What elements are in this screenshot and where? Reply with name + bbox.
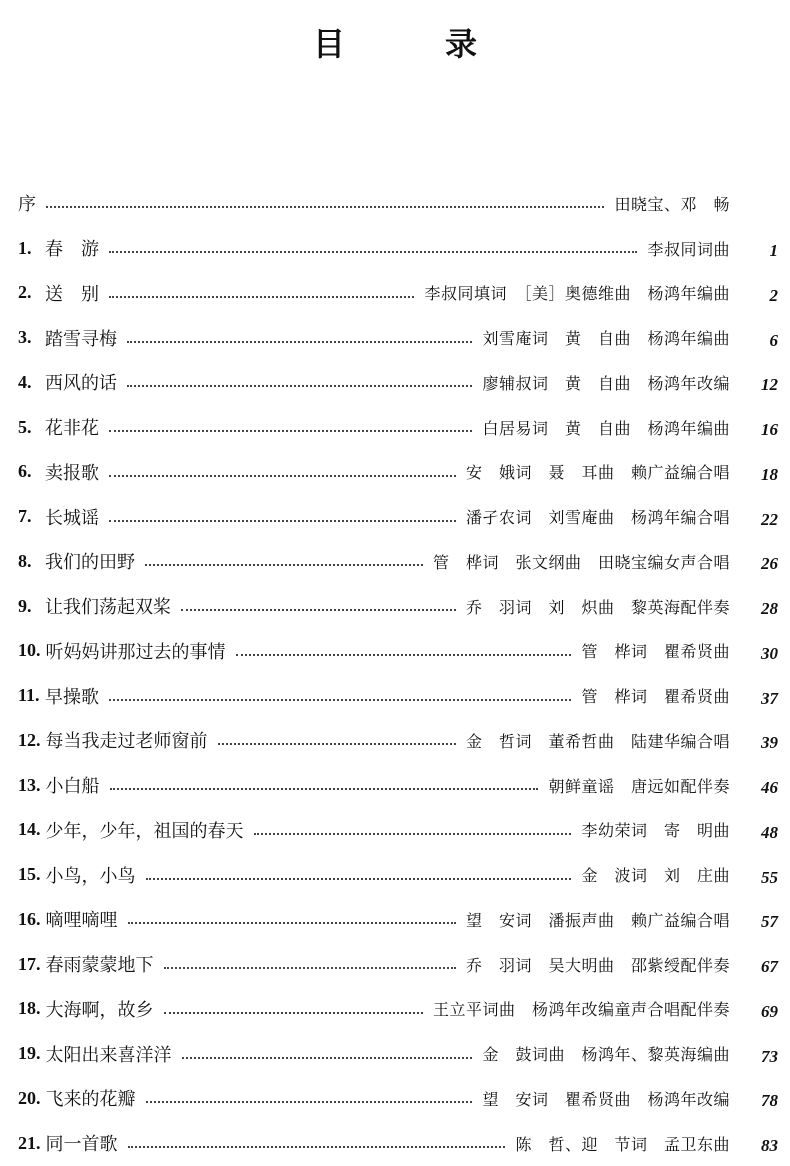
dot-leader [218, 741, 456, 745]
entry-number: 16. [18, 908, 41, 929]
entry-credits: 李叔同词曲 [647, 239, 730, 259]
entry-title: 春雨蒙蒙地下 [45, 955, 154, 977]
entry-page: 39 [761, 733, 778, 753]
toc-entry[interactable] [18, 718, 778, 763]
entry-number: 9. [18, 595, 32, 616]
dot-leader [109, 428, 472, 432]
entry-number: 20. [18, 1087, 41, 1108]
entry-credits: 白居易词 黄 自曲 杨鸿年编曲 [482, 418, 730, 438]
entry-page: 83 [761, 1136, 778, 1156]
entry-number: 15. [18, 864, 41, 885]
entry-title: 序 [18, 194, 36, 216]
entry-number: 7. [18, 506, 32, 527]
entry-number: 18. [18, 998, 41, 1019]
entry-page: 16 [761, 420, 778, 440]
toc-entry[interactable] [18, 1121, 778, 1166]
entry-number: 21. [18, 1132, 41, 1153]
entry-title: 春 游 [45, 239, 99, 261]
dot-leader [236, 652, 572, 656]
toc-entry[interactable] [18, 673, 778, 718]
dot-leader [181, 607, 456, 611]
entry-page: 69 [761, 1001, 778, 1021]
dot-leader [109, 294, 414, 298]
entry-page: 30 [761, 643, 778, 663]
entry-page: 26 [761, 554, 778, 574]
entry-title: 每当我走过老师窗前 [45, 731, 208, 753]
toc-entry[interactable] [18, 450, 778, 495]
entry-title: 太阳出来喜洋洋 [45, 1044, 172, 1066]
dot-leader [109, 473, 456, 477]
dot-leader [145, 562, 423, 566]
dot-leader [164, 965, 456, 969]
entry-page: 6 [769, 330, 778, 350]
entry-page: 1 [769, 241, 778, 261]
entry-credits: 望 安词 潘振声曲 赖广益编合唱 [465, 910, 730, 930]
toc-entry[interactable] [18, 897, 778, 942]
toc-entry[interactable] [18, 629, 778, 674]
toc-entry[interactable] [18, 271, 778, 316]
entry-number: 12. [18, 729, 41, 750]
entry-number: 13. [18, 774, 41, 795]
dot-leader [127, 383, 472, 387]
toc-entry[interactable] [18, 942, 778, 987]
entry-credits: 金 鼓词曲 杨鸿年、黎英海编曲 [482, 1045, 730, 1065]
entry-page: 78 [761, 1091, 778, 1111]
entry-number: 5. [18, 416, 32, 437]
entry-title: 送 别 [45, 283, 99, 305]
entry-number: 4. [18, 371, 32, 392]
entry-page: 73 [761, 1046, 778, 1066]
dot-leader [109, 697, 571, 701]
dot-leader [109, 249, 637, 253]
toc-entry[interactable] [18, 1031, 778, 1076]
dot-leader [254, 831, 572, 835]
entry-credits: 金 波词 刘 庄曲 [581, 866, 730, 886]
entry-page: 48 [761, 822, 778, 842]
entry-credits: 安 娥词 聂 耳曲 赖广益编合唱 [465, 463, 730, 483]
entry-number: 19. [18, 1043, 41, 1064]
toc-entry[interactable] [18, 405, 778, 450]
entry-page: 67 [761, 957, 778, 977]
entry-title: 卖报歌 [45, 462, 99, 484]
entry-credits: 李幼荣词 寄 明曲 [581, 821, 730, 841]
entry-credits: 廖辅叔词 黄 自曲 杨鸿年改编 [482, 373, 730, 393]
entry-credits: 李叔同填词 ［美］奥德维曲 杨鸿年编曲 [424, 284, 730, 304]
entry-credits: 田晓宝、邓 畅 [614, 194, 730, 214]
entry-number: 6. [18, 461, 32, 482]
toc-entry[interactable] [18, 987, 778, 1032]
entry-title: 大海啊，故乡 [45, 999, 154, 1021]
entry-title: 早操歌 [45, 686, 99, 708]
entry-title: 嘀哩嘀哩 [45, 910, 118, 932]
toc-list [18, 181, 778, 1166]
entry-title: 我们的田野 [45, 552, 135, 574]
entry-number: 10. [18, 640, 41, 661]
toc-entry[interactable] [18, 494, 778, 539]
toc-entry[interactable] [18, 584, 778, 629]
entry-title: 飞来的花瓣 [45, 1089, 136, 1111]
entry-title: 小白船 [45, 776, 100, 798]
entry-title: 西风的话 [45, 373, 117, 395]
dot-leader [46, 204, 604, 208]
entry-number: 2. [18, 282, 32, 303]
entry-page [730, 200, 778, 206]
entry-number: 1. [18, 237, 32, 258]
page-title: 目 录 [312, 25, 511, 63]
dot-leader [109, 518, 456, 522]
entry-credits: 乔 羽词 刘 炽曲 黎英海配伴奏 [465, 597, 730, 617]
dot-leader [146, 876, 572, 880]
entry-page: 22 [761, 509, 778, 529]
toc-entry[interactable] [18, 1076, 778, 1121]
entry-page: 2 [769, 285, 778, 305]
entry-title: 听妈妈讲那过去的事情 [45, 641, 226, 663]
entry-page: 57 [761, 912, 778, 932]
dot-leader [164, 1010, 423, 1014]
entry-credits: 管 桦词 瞿希贤曲 [581, 687, 730, 707]
entry-credits: 望 安词 瞿希贤曲 杨鸿年改编 [482, 1089, 730, 1109]
entry-number: 3. [18, 327, 32, 348]
entry-title: 少年，少年，祖国的春天 [45, 820, 244, 842]
entry-page: 12 [761, 375, 778, 395]
entry-number: 8. [18, 550, 32, 571]
entry-title: 让我们荡起双桨 [45, 597, 171, 619]
dot-leader [182, 1055, 473, 1059]
entry-number: 17. [18, 953, 41, 974]
entry-credits: 管 桦词 瞿希贤曲 [581, 642, 730, 662]
entry-title: 花非花 [45, 418, 99, 440]
entry-page: 55 [761, 867, 778, 887]
entry-number: 11. [18, 685, 40, 706]
entry-credits: 刘雪庵词 黄 自曲 杨鸿年编曲 [482, 329, 730, 349]
entry-page: 28 [761, 599, 778, 619]
toc-entry[interactable] [18, 852, 778, 897]
entry-title: 小鸟，小鸟 [45, 865, 136, 887]
entry-page: 18 [761, 464, 778, 484]
dot-leader [146, 1099, 473, 1103]
dot-leader [128, 920, 456, 924]
entry-number: 14. [18, 819, 41, 840]
entry-credits: 金 哲词 董希哲曲 陆建华编合唱 [465, 731, 730, 751]
toc-entry[interactable] [18, 360, 778, 405]
toc-entry[interactable] [18, 808, 778, 853]
dot-leader [110, 786, 539, 790]
entry-credits: 朝鲜童谣 唐远如配伴奏 [548, 776, 730, 796]
entry-credits: 王立平词曲 杨鸿年改编童声合唱配伴奏 [432, 1000, 730, 1020]
toc-entry[interactable] [18, 763, 778, 808]
dot-leader [128, 1144, 506, 1148]
toc-entry[interactable] [18, 539, 778, 584]
entry-title: 长城谣 [45, 507, 99, 529]
entry-credits: 乔 羽词 吴大明曲 邵紫绶配伴奏 [465, 955, 730, 975]
toc-entry-preface[interactable] [18, 181, 778, 226]
entry-credits: 陈 哲、迎 节词 孟卫东曲 [515, 1134, 730, 1154]
entry-title: 同一首歌 [45, 1134, 118, 1156]
entry-title: 踏雪寻梅 [45, 328, 117, 350]
entry-page: 37 [761, 688, 778, 708]
toc-entry[interactable] [18, 315, 778, 360]
entry-credits: 潘孑农词 刘雪庵曲 杨鸿年编合唱 [465, 508, 730, 528]
entry-page: 46 [761, 778, 778, 798]
toc-entry[interactable] [18, 226, 778, 271]
entry-credits: 管 桦词 张文纲曲 田晓宝编女声合唱 [432, 552, 730, 572]
dot-leader [127, 339, 472, 343]
